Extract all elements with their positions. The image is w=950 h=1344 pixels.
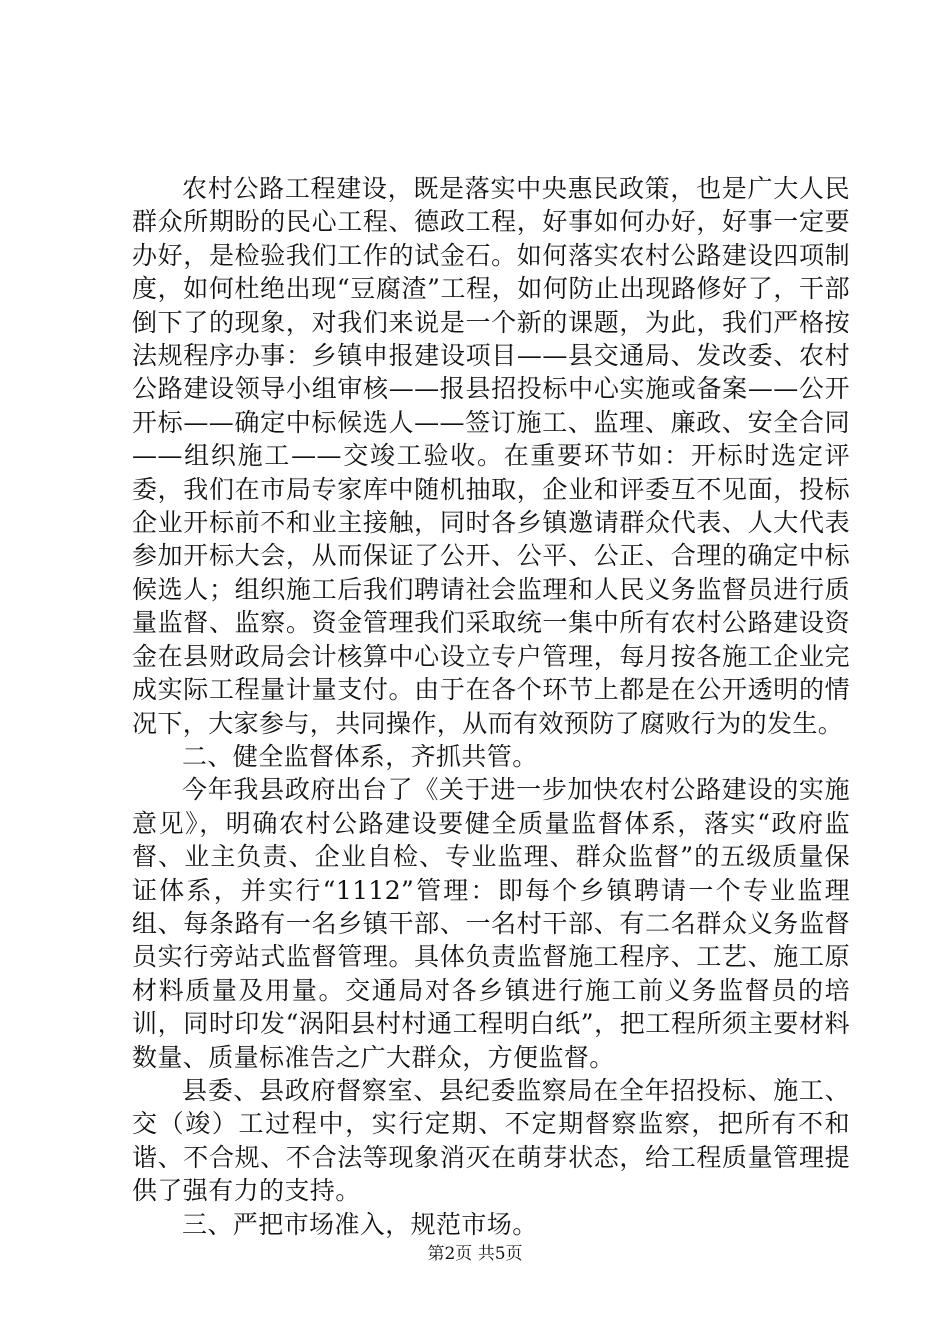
paragraph-inspection: 县委、县政府督察室、县纪委监察局在全年招投标、施工、交（竣）工过程中，实行定期、不定期督察监察，把所有不和谐、不合规、不合法等现象消灭在萌芽状态，给工程质量管理提供了强有力的支持。 xyxy=(132,1075,850,1206)
section-heading-2: 二、健全监督体系，齐抓共管。 xyxy=(182,741,538,771)
section-heading-3: 三、严把市场准入，规范市场。 xyxy=(182,1209,538,1239)
paragraph-supervision-system: 今年我县政府出台了《关于进一步加快农村公路建设的实施意见》，明确农村公路建设要健全质量监督体系，落实“政府监督、业主负责、企业自检、专业监理、群众监督”的五级质量保证体系，并实行“1112”管理：即每个乡镇聘请一个专业监理组、每条路有一名乡镇干部、一名村干部、有二名群众义务监督员实行旁站式监督管理。具体负责监督施工程序、工艺、施工原材料质量及用量。交通局对各乡镇进行施工前义务监督员的培训，同时印发“涡阳县村村通工程明白纸”，把工程所须主要材料数量、质量标准告之广大群众，方便监督。 xyxy=(132,775,850,1072)
body-text xyxy=(132,172,850,1241)
paragraph-procedure: 农村公路工程建设，既是落实中央惠民政策，也是广大人民群众所期盼的民心工程、德政工程，好事如何办好，好事一定要办好，是检验我们工作的试金石。如何落实农村公路建设四项制度，如何杜绝出现“豆腐渣”工程，如何防止出现路修好了，干部倒下了的现象，对我们来说是一个新的课题，为此，我们严格按法规程序办事：乡镇申报建设项目——县交通局、发改委、农村公路建设领导小组审核——报县招投标中心实施或备案——公开开标——确定中标候选人——签订施工、监理、廉政、安全合同——组织施工——交竣工验收。在重要环节如：开标时选定评委，我们在市局专家库中随机抽取，企业和评委互不见面，投标企业开标前不和业主接触，同时各乡镇邀请群众代表、人大代表参加开标大会，从而保证了公开、公平、公正、合理的确定中标候选人；组织施工后我们聘请社会监理和人民义务监督员进行质量监督、监察。资金管理我们采取统一集中所有农村公路建设资金在县财政局会计核算中心设立专户管理，每月按各施工企业完成实际工程量计量支付。由于在各个环节上都是在公开透明的情况下，大家参与，共同操作，从而有效预防了腐败行为的发生。 xyxy=(132,174,850,738)
page-footer: 第2页 共5页 xyxy=(427,1244,523,1264)
